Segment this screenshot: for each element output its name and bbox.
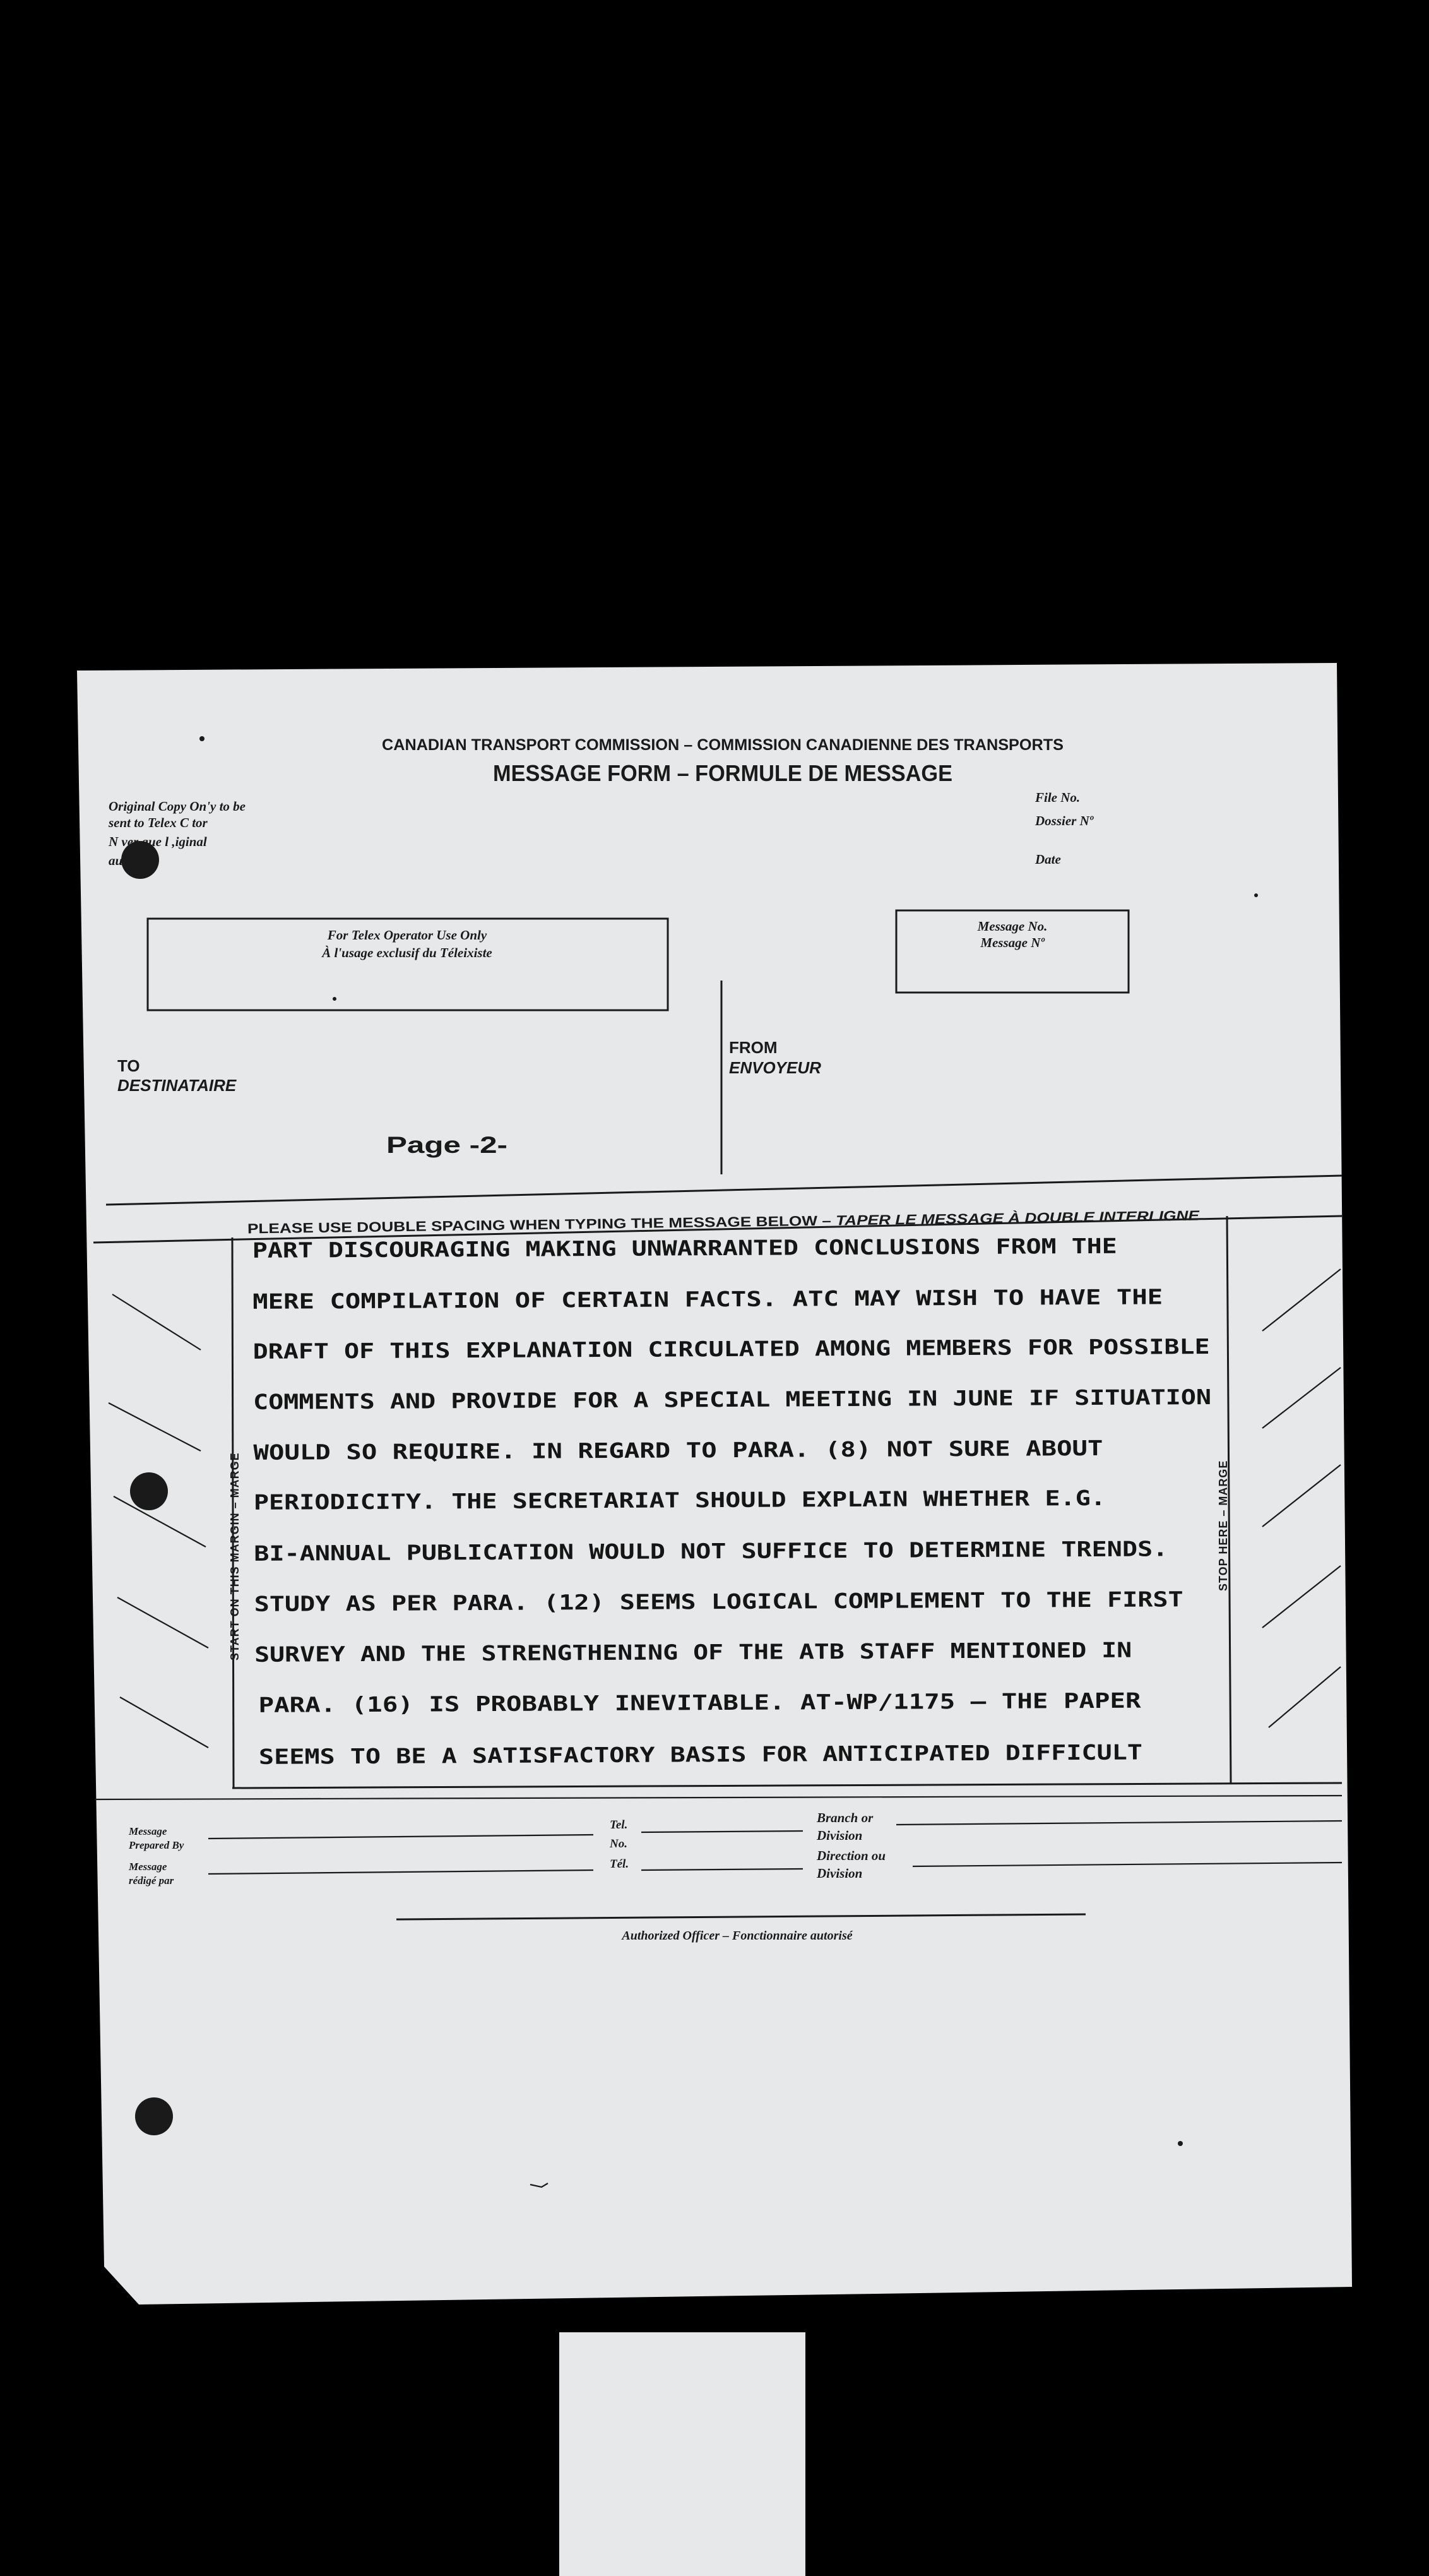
authorized-officer-label (620, 1929, 853, 1943)
date-label: Date (1035, 852, 1061, 867)
authorized-officer-fr: Fonctionnaire autorisé (732, 1929, 853, 1943)
punch-hole (130, 1472, 168, 1510)
instruction-line: Original Copy On'y to be (109, 799, 246, 814)
message-no-label: Message No. (977, 919, 1048, 934)
destinataire-label: DESTINATAIRE (117, 1076, 237, 1095)
speck (1178, 2141, 1183, 2146)
message-line: SEEMS TO BE A SATISFACTORY BASIS FOR ANTICIPATED DIFFICULT (258, 1740, 987, 1769)
telex-box-label: For Telex Operator Use Only (327, 927, 487, 943)
dossier-no-label: Dossier Nº (1035, 813, 1094, 828)
agency-name: CANADIAN TRANSPORT COMMISSION – COMMISSION CANADIENNE DES TRANSPORTS (382, 736, 1064, 754)
prepared-by-label-2: Prepared By (129, 1839, 184, 1851)
form-sheet (77, 663, 1352, 2305)
spacing-instruction-en: PLEASE USE DOUBLE SPACING WHEN TYPING THE MESSAGE BELOW – (247, 1213, 742, 1237)
punch-hole (135, 2097, 173, 2135)
message-line: MERE COMPILATION OF CERTAIN FACTS. ATC MAY WISH TO HAVE THE (252, 1285, 993, 1314)
redige-par-label-2: rédigé par (129, 1875, 174, 1887)
instruction-line: N ver que l ,iginal (109, 834, 207, 849)
envoyeur-label: ENVOYEUR (729, 1058, 821, 1077)
message-line: DRAFT OF THIS EXPLANATION CIRCULATED AMONG MEMBERS FOR POSSIBLE (252, 1335, 1043, 1364)
file-no-label: File No. (1035, 790, 1081, 805)
message-line: STUDY AS PER PARA. (12) SEEMS LOGICAL COMPLEMENT TO THE FIRST (254, 1587, 1019, 1616)
message-line: PART DISCOURAGING MAKING UNWARRANTED CONCLUSIONS FROM THE (252, 1234, 968, 1263)
prepared-by-label: Message (129, 1825, 167, 1837)
branch-label: Branch or (817, 1810, 874, 1825)
message-line: PARA. (16) IS PROBABLY INEVITABLE. AT-WP/1175 – THE PAPER (258, 1688, 974, 1717)
from-label: FROM (729, 1038, 778, 1057)
authorized-officer-en: Authorized Officer – (622, 1929, 733, 1943)
tel-label: Tel. (610, 1818, 628, 1832)
direction-division-label: Division (817, 1866, 863, 1881)
message-no-label-fr: Message Nº (980, 935, 1045, 950)
no-label: No. (610, 1837, 627, 1851)
instruction-line: au existe (109, 853, 157, 868)
instruction-line: sent to Telex C tor (109, 815, 208, 830)
redige-par-label: Message (129, 1861, 167, 1873)
message-line: PERIODICITY. THE SECRETARIAT SHOULD EXPLAIN WHETHER E.G. (253, 1486, 956, 1515)
direction-label: Direction ou (817, 1848, 886, 1863)
message-line: SURVEY AND THE STRENGTHENING OF THE ATB STAFF MENTIONED IN (254, 1638, 982, 1667)
speck (1254, 893, 1258, 897)
branch-division-label: Division (817, 1828, 863, 1843)
speck (333, 997, 336, 1001)
spacing-instruction-fr: TAPER LE MESSAGE À DOUBLE INTERLIGNE (835, 1208, 1141, 1229)
to-label: TO (117, 1056, 140, 1075)
speck (199, 736, 205, 741)
target-card (559, 2332, 805, 2576)
form-title: MESSAGE FORM – FORMULE DE MESSAGE (493, 760, 952, 786)
page-label: Page -2- (386, 1132, 507, 1158)
tel-fr-label: Tél. (610, 1857, 629, 1871)
message-line: COMMENTS AND PROVIDE FOR A SPECIAL MEETING IN JUNE IF SITUATION (252, 1385, 1043, 1414)
start-margin-label: START ON THIS MARGIN – MARGE (228, 1452, 241, 1661)
message-line: BI-ANNUAL PUBLICATION WOULD NOT SUFFICE TO DETERMINE TRENDS. (254, 1537, 1007, 1566)
stop-margin-label: STOP HERE – MARGE (1217, 1460, 1230, 1591)
message-line: WOULD SO REQUIRE. IN REGARD TO PARA. (8) NOT SURE ABOUT (253, 1436, 944, 1465)
telex-box-label-fr: À l'usage exclusif du Téleixiste (322, 945, 492, 960)
